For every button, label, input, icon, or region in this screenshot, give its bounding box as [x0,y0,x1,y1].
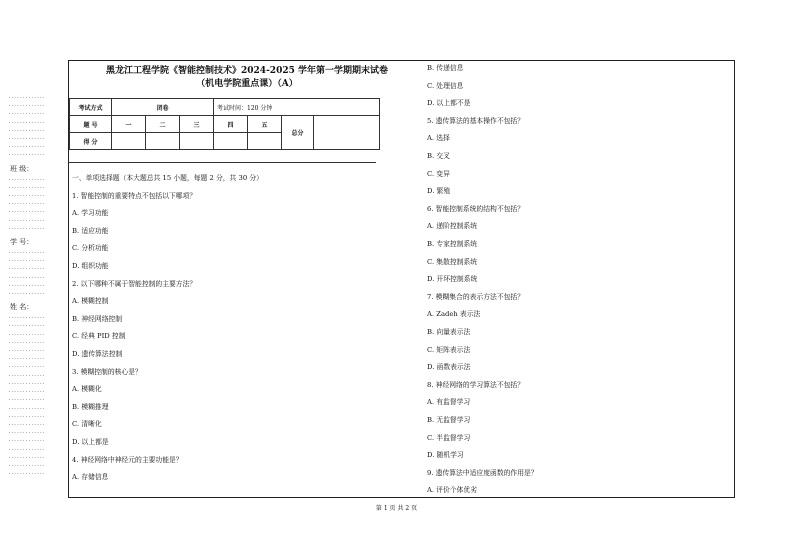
question-line: D. 开环控制系统 [427,275,478,284]
binding-dot-line: ············· [8,455,46,461]
binding-dot-line: ············· [8,267,46,273]
question-line: D. 以上都是 [72,438,109,446]
question-line: C. 经典 PID 控制 [72,332,126,341]
binding-dot-line: ············· [8,120,46,126]
question-line: A. 递阶控制系统 [427,222,478,231]
question-line: B. 无监督学习 [427,416,471,424]
question-line: D. 函数表示法 [427,363,471,372]
question-line: D. 遗传算法控制 [72,350,123,358]
question-line: D. 以上都不是 [427,99,471,108]
binding-dot-line: ············· [8,439,46,445]
binding-dot-line: ············· [8,128,46,134]
question-line: D. 繁殖 [427,187,451,196]
question-line: C. 矩阵表示法 [427,345,471,354]
binding-dot-line: ············· [8,332,46,338]
class-label: 班 级： [10,164,34,173]
question-line: A. 模糊控制 [72,297,109,306]
binding-dot-line: ············· [8,251,46,257]
binding-dot-line: ············· [8,145,46,151]
binding-dot-line: ············· [8,177,46,183]
section-header: 四 [214,116,248,133]
binding-dot-line: ············· [8,365,46,371]
question-line: A. 评价个体优劣 [427,486,478,495]
section-header: 五 [248,116,282,133]
question-line: 6. 智能控制系统的结构不包括？ [427,204,525,213]
binding-dot-line: ············· [8,226,46,232]
question-line: 1. 智能控制的重要特点不包括以下哪项？ [72,191,197,200]
score-table [69,98,380,150]
binding-dot-line: ············· [8,218,46,224]
question-line: A. 选择 [427,134,450,143]
question-line: 8. 神经网络的学习算法不包括？ [427,380,525,389]
binding-dot-line: ············· [8,104,46,110]
question-line: A. 模糊化 [72,385,102,394]
binding-dot-line: ············· [8,292,46,298]
question-line: D. 随机学习 [427,451,464,460]
question-number-label: 题 号 [70,116,112,133]
question-line: C. 分析功能 [72,244,109,253]
total-score-cell [314,116,380,150]
binding-dot-line: ············· [8,259,46,265]
section-heading: 一、单项选择题（本大题总共 15 小题，每题 2 分，共 30 分） [72,174,263,182]
total-score-label: 总分 [282,116,314,150]
binding-dot-line: ············· [8,390,46,396]
student-id-label: 学 号： [10,238,34,247]
binding-dot-line: ············· [8,398,46,404]
question-line: 2. 以下哪种不属于智能控制的主要方法？ [72,279,197,288]
binding-dot-line: ············· [8,96,46,101]
question-line: C. 变异 [427,169,450,178]
question-line: 4. 神经网络中神经元的主要功能是？ [72,455,183,464]
score-cell [146,133,180,150]
exam-title: 黑龙江工程学院《智能控制技术》2024-2025 学年第一学期期末试卷 [106,66,388,76]
question-line: A. 有监督学习 [427,398,471,407]
binding-dot-line: ············· [8,463,46,469]
exam-subtitle: （机电学院重点课）（A） [196,79,298,89]
question-line: B. 传递信息 [427,64,464,72]
binding-dot-line: ············· [8,406,46,412]
binding-dot-line: ············· [8,137,46,143]
score-cell [248,133,282,150]
binding-dot-line: ············· [8,202,46,208]
binding-dot-line: ············· [8,422,46,428]
binding-dot-line: ············· [8,194,46,200]
binding-dot-line: ············· [8,349,46,355]
page-footer: 第 1 页 共 2 页 [375,505,418,512]
section-header: 二 [146,116,180,133]
question-line: A. 学习功能 [72,209,109,218]
question-line: 9. 遗传算法中适应度函数的作用是？ [427,468,538,477]
question-line: B. 神经网络控制 [72,314,123,323]
binding-dot-line: ············· [8,283,46,289]
question-line: 5. 遗传算法的基本操作不包括？ [427,116,525,125]
binding-strip [8,95,58,479]
binding-dot-line: ············· [8,316,46,322]
name-label: 姓 名： [10,303,34,312]
question-line: B. 模糊推理 [72,402,109,411]
question-line: B. 专家控制系统 [427,240,478,248]
section-header: 三 [180,116,214,133]
question-line: B. 向量表示法 [427,328,471,336]
question-line: A. 存储信息 [72,473,109,482]
binding-dot-line: ············· [8,431,46,437]
binding-dot-line: ············· [8,112,46,118]
binding-dot-line: ············· [8,340,46,346]
question-line: B. 交叉 [427,152,450,160]
binding-dot-line: ············· [8,153,46,159]
question-line: D. 组织功能 [72,262,109,270]
question-line: C. 半监督学习 [427,433,471,442]
score-cell [180,133,214,150]
question-line: C. 集散控制系统 [427,257,478,266]
binding-dot-line: ············· [8,185,46,191]
binding-dot-line: ············· [8,381,46,387]
question-line: A. Zadeh 表示法 [427,310,481,319]
question-line: B. 适应功能 [72,226,109,235]
binding-dot-line: ············· [8,357,46,363]
question-line: C. 处理信息 [427,81,464,90]
exam-time: 考试时间：120 分钟 [214,99,380,116]
section-header: 一 [112,116,146,133]
binding-dot-line: ············· [8,447,46,453]
exam-mode-value: 闭卷 [112,99,214,116]
binding-dot-line: ············· [8,472,46,478]
question-line: 7. 模糊集合的表示方法不包括？ [427,292,525,301]
exam-mode-label: 考试方式 [70,99,112,116]
section-divider [68,162,376,163]
binding-dot-line: ············· [8,414,46,420]
binding-dot-line: ············· [8,275,46,281]
binding-dot-line: ············· [8,324,46,330]
question-line: 3. 模糊控制的核心是？ [72,367,142,376]
score-cell [214,133,248,150]
score-cell [112,133,146,150]
question-line: C. 清晰化 [72,420,102,429]
score-row-label: 得 分 [70,133,112,150]
binding-dot-line: ············· [8,373,46,379]
binding-dot-line: ············· [8,210,46,216]
